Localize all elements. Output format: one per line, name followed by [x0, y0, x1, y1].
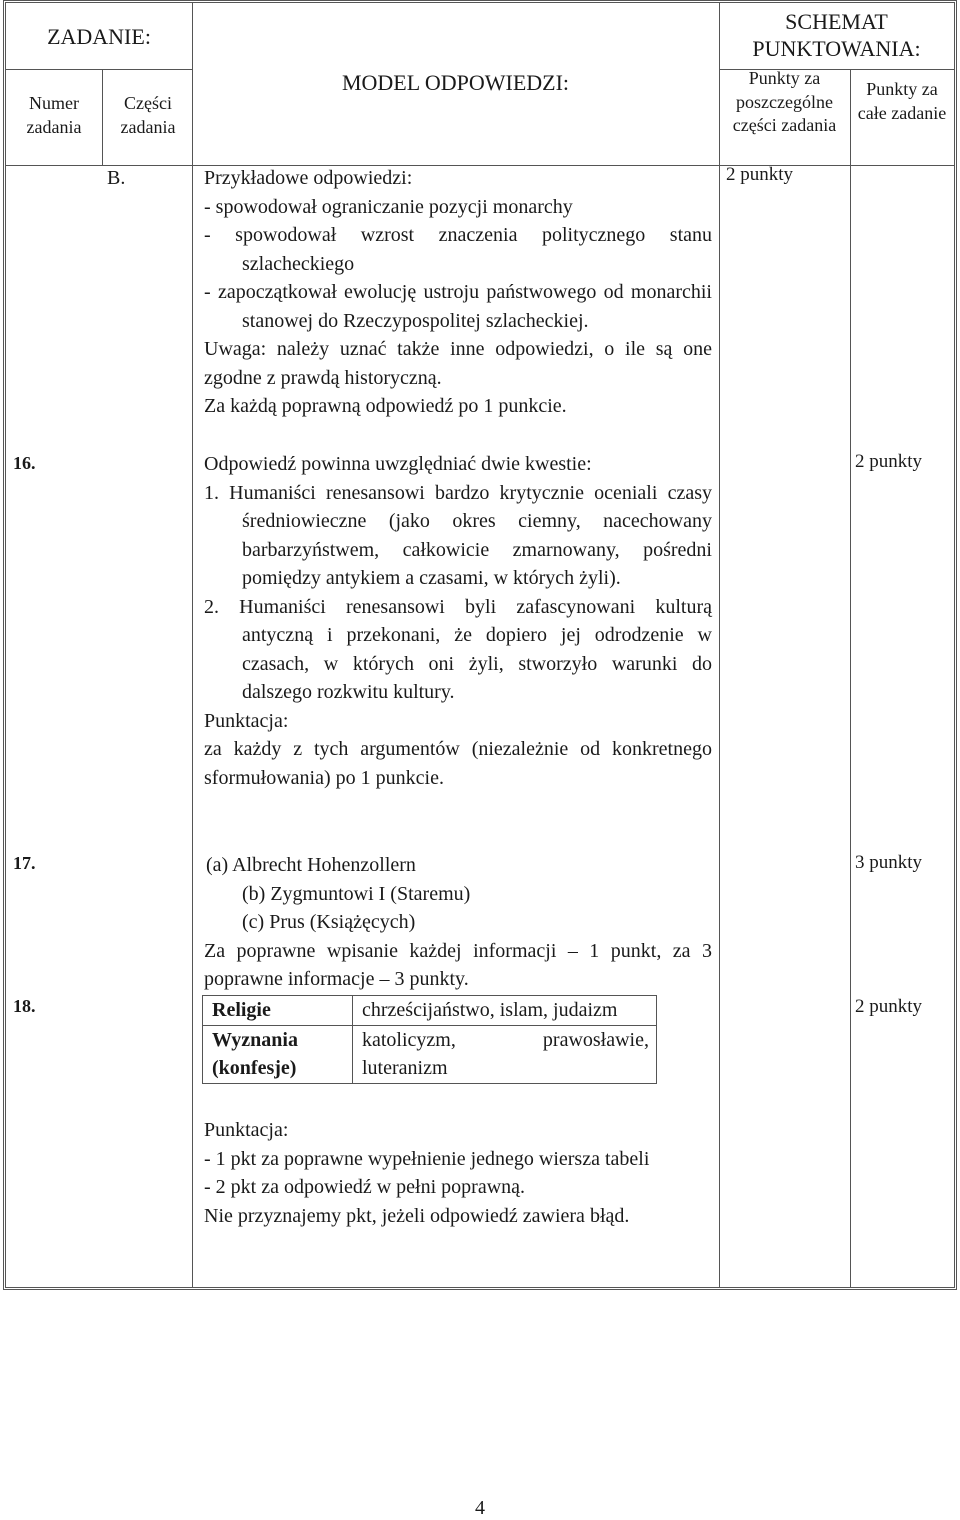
- answer-scoring: za każdy z tych argumentów (niezależnie od konkretnego sformułowania) po 1 punkcie.: [204, 738, 712, 789]
- answer-note: Uwaga: należy uznać także inne odpowiedzi, o ile są one zgodne z prawdą historyczną.: [204, 338, 712, 389]
- header-task: ZADANIE:: [47, 24, 151, 49]
- column-divider: [850, 69, 851, 1287]
- header-task-number: Numer zadania: [26, 93, 82, 137]
- answer-item: - spowodował ograniczanie pozycji monarchy: [204, 195, 573, 218]
- scoring-label: Punktacja:: [204, 709, 289, 732]
- table-cell-value: chrześcijaństwo, islam, judaizm: [353, 996, 657, 1026]
- answer-item: - spowodował wzrost znaczenia politycznego stanu szlacheckiego: [204, 224, 712, 275]
- part-label: B.: [107, 167, 126, 189]
- answer-item: - zapoczątkował ewolucję ustroju państwowego od monarchii stanowej do Rzeczypospolitej szlacheckiej.: [204, 281, 712, 332]
- task-17-points: 3 punkty: [855, 852, 923, 873]
- part-b-answer: [204, 164, 712, 421]
- column-divider: [719, 3, 720, 1287]
- task-number: 16.: [13, 453, 36, 473]
- header-model: MODEL ODPOWIEDZI:: [341, 70, 570, 95]
- header-task-parts: Części zadania: [120, 93, 176, 137]
- header-divider: [6, 69, 192, 70]
- answer-scoring: Za każdą poprawną odpowiedź po 1 punkcie.: [204, 395, 567, 417]
- answer-item: (c) Prus (Książęcych): [242, 911, 416, 933]
- part-b-points: 2 punkty: [726, 164, 794, 185]
- table-cell-label: Religie: [203, 996, 353, 1026]
- table-row: [203, 1025, 657, 1083]
- answer-scoring: Za poprawne wpisanie każdej informacji – 1 punkt, za 3 poprawne informacje – 3 punkty.: [204, 939, 712, 990]
- column-divider: [192, 3, 193, 1287]
- religions-table: [202, 995, 657, 1084]
- task-18-points: 2 punkty: [855, 996, 923, 1017]
- answer-item: (b) Zygmuntowi I (Staremu): [242, 882, 471, 905]
- answer-note: Nie przyznajemy pkt, jeżeli odpowiedź zawiera błąd.: [204, 1204, 630, 1227]
- answer-item: (a) Albrecht Hohenzollern: [206, 854, 416, 876]
- page-number: 4: [475, 1497, 485, 1519]
- answer-intro: Odpowiedź powinna uwzględniać dwie kwestie:: [204, 453, 592, 475]
- table-cell-value: katolicyzm, prawosławie, luteranizm: [353, 1025, 657, 1083]
- task-number: 17.: [13, 853, 36, 873]
- task-number: 18.: [13, 996, 36, 1016]
- task-17-answer: [204, 851, 712, 994]
- answer-intro: Przykładowe odpowiedzi:: [204, 167, 413, 189]
- answer-item: - 2 pkt za odpowiedź w pełni poprawną.: [204, 1176, 526, 1198]
- task-16-answer: [204, 450, 712, 792]
- table-row: [203, 996, 657, 1026]
- table-cell-label: Wyznania (konfesje): [203, 1025, 353, 1083]
- scoring-label: Punktacja:: [204, 1119, 289, 1141]
- header-points-total: Punkty za całe zadanie: [857, 79, 947, 123]
- answer-item: 2. Humaniści renesansowi byli zafascynowani kulturą antyczną i przekonani, że dopiero jej odrodzenie w czasach, w których oni żyli, stworzyło warunki do dalszego rozkwitu kultury.: [204, 595, 712, 703]
- answer-item: 1. Humaniści renesansowi bardzo krytycznie oceniali czasy średniowieczne (jako okres ciemny, nacechowany barbarzyństwem, całkowicie zmarnowany, pośredni pomiędzy antykiem a czasami, w których żyli).: [204, 481, 712, 589]
- header-scheme: SCHEMAT PUNKTOWANIA:: [752, 9, 921, 61]
- task-18-answer: [204, 1116, 712, 1230]
- answer-item: - 1 pkt za poprawne wypełnienie jednego wiersza tabeli: [204, 1147, 650, 1170]
- header-points-parts: Punkty za poszczególne części zadania: [732, 68, 837, 135]
- task-16-points: 2 punkty: [855, 451, 923, 472]
